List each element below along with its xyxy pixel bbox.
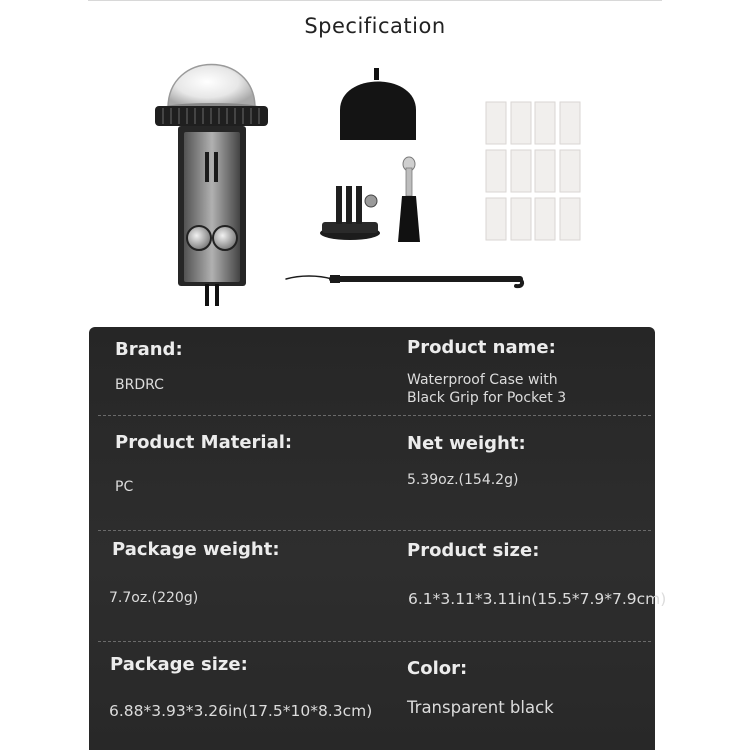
silicone-cap-icon [340,68,416,140]
package-size-value: 6.88*3.93*3.26in(17.5*10*8.3cm) [109,702,373,720]
material-label: Product Material: [115,432,293,453]
anti-fog-inserts-icon [486,102,580,240]
color-label: Color: [407,658,468,679]
package-weight-label: Package weight: [112,539,280,560]
package-size-label: Package size: [110,654,248,675]
waterproof-case-icon [155,65,268,307]
material-value: PC [115,479,134,495]
product-name-value: Waterproof Case with [407,372,558,388]
product-size-value: 6.1*3.11*3.11in(15.5*7.9*7.9cm) [408,590,667,608]
lanyard-icon [286,275,522,286]
row-divider [98,530,651,531]
color-value: Transparent black [407,698,554,717]
thumb-screw-icon [398,157,420,242]
tripod-mount-icon [320,186,380,240]
net-weight-value: 5.39oz.(154.2g) [407,472,519,488]
row-divider [98,415,651,416]
brand-label: Brand: [115,339,183,360]
row-divider [98,641,651,642]
net-weight-label: Net weight: [407,433,526,454]
brand-value: BRDRC [115,377,164,393]
product-name-value-line2: Black Grip for Pocket 3 [407,390,567,406]
page-title: Specification [304,14,446,38]
product-accessories-image [0,0,750,320]
package-weight-value: 7.7oz.(220g) [109,590,199,606]
product-size-label: Product size: [407,540,540,561]
product-name-label: Product name: [407,337,556,358]
